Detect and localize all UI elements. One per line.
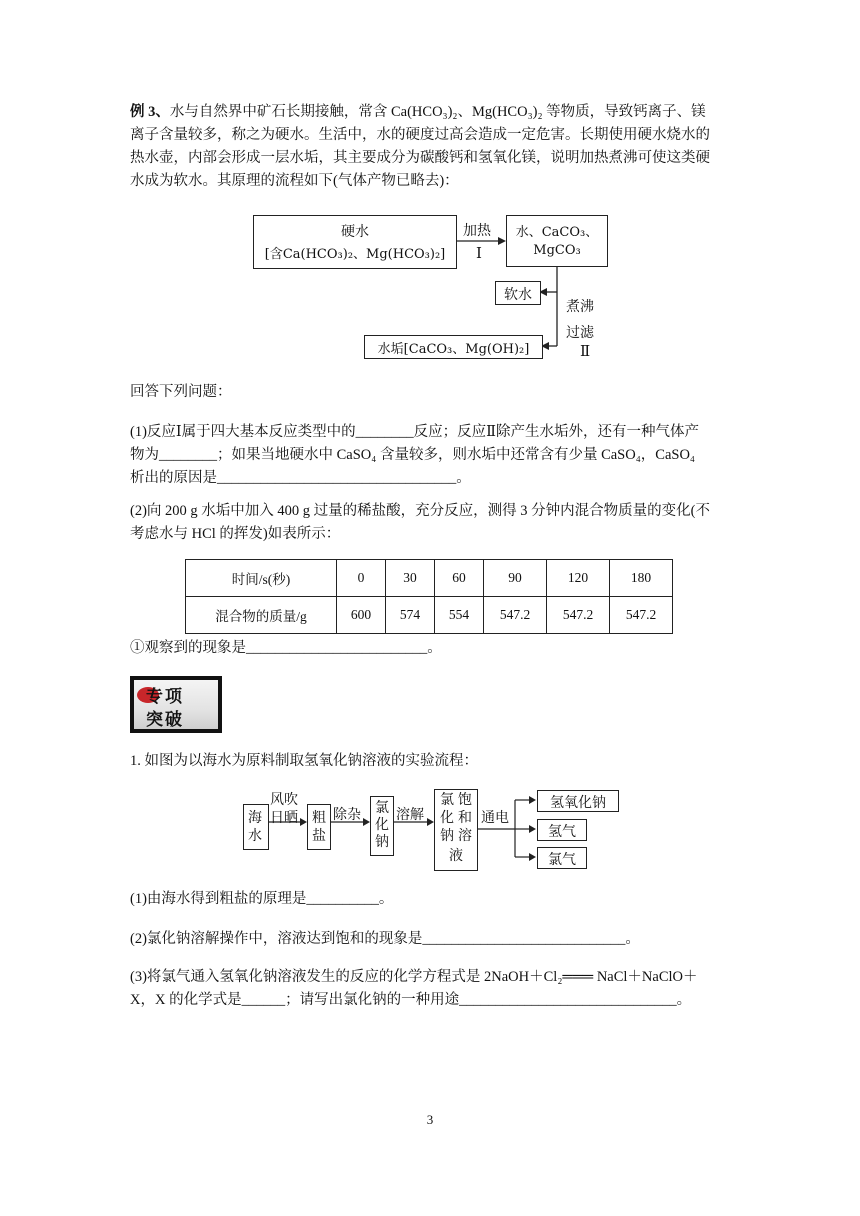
table-cell: 60 [435,560,484,597]
mixture-box [506,215,608,267]
saturated-char: 氯 [440,792,454,808]
table-row [186,560,673,597]
seawater-char: 水 [248,828,262,844]
soft-water-label: 软水 [504,287,532,303]
problem1-question1: (1)由海水得到粗盐的原理是__________。 [130,891,394,907]
soft-water-box [495,281,541,305]
problem1-question2: (2)氯化钠溶解操作中，溶液达到饱和的现象是____________________________。 [130,931,640,947]
example3-line2: 离子含量较多，称之为硬水。生活中，水的硬度过高会造成一定危害。长期使用硬水烧水的 [130,127,710,143]
table-cell: 0 [337,560,386,597]
nacl-char: 化 [375,817,389,833]
mixture-line1: 水、CaCO₃、 [515,225,599,240]
question2 [130,500,730,546]
saturated-char: 钠 [440,828,454,844]
problem1-question3-line1: (3)将氯气通入氢氧化钠溶液发生的反应的化学方程式是 2NaOH＋Cl₂═══ NaCl＋NaClO＋ [130,969,698,985]
question1-line3: 析出的原因是_________________________________。 [130,470,471,486]
mass-table [185,559,673,634]
question2-sub1: ①观察到的现象是_________________________。 [130,640,442,656]
saturated-solution-box [434,789,478,871]
mixture-line2: MgCO₃ [533,243,581,258]
step-two-label: Ⅱ [580,342,591,360]
scale-box [364,335,543,359]
table-cell: 600 [337,597,386,634]
answer-prompt: 回答下列问题： [130,384,232,400]
sodium-chloride-box [370,796,394,856]
page-number: 3 [426,1112,434,1127]
saturated-char: 化 [440,810,454,826]
table-cell: 574 [386,597,435,634]
question2-line1: (2)向 200 g 水垢中加入 400 g 过量的稀盐酸，充分反应，测得 3 分钟内混合物质量的变化(不 [130,503,710,519]
table-cell: 554 [435,597,484,634]
hard-water-box [253,215,457,269]
hydrogen-label: 氢气 [548,824,576,840]
scale-label: 水垢[CaCO₃、Mg(OH)₂] [377,342,530,357]
saturated-char: 液 [449,848,463,864]
example3-line4: 水成为软水。其原理的流程如下(气体产物已略去)： [130,173,459,189]
chlorine-label: 氯气 [548,852,576,868]
filter-label: 过滤 [566,325,594,341]
hard-water-title: 硬水 [341,224,369,240]
hard-water-formula: [含Ca(HCO₃)₂、Mg(HCO₃)₂] [264,247,446,262]
saturated-char: 饱 [458,792,472,808]
crude-salt-char: 粗 [312,810,326,826]
dissolve-label: 溶解 [396,807,424,823]
problem1-question3-line2: X，X 的化学式是______；请写出氯化钠的一种用途______________________________。 [130,992,692,1008]
table-header-mass: 混合物的质量/g [186,597,337,634]
crude-salt-char: 盐 [312,828,326,844]
table-cell: 120 [547,560,610,597]
saturated-char: 溶 [458,828,472,844]
table-cell: 547.2 [484,597,547,634]
table-cell: 30 [386,560,435,597]
special-topic-badge [130,676,222,733]
heat-label: 加热 [463,223,491,239]
nacl-char: 钠 [375,834,389,850]
boil-label: 煮沸 [566,299,594,315]
question1-line2: 物为________；如果当地硬水中 CaSO₄ 含量较多，则水垢中还常含有少量 CaSO₄，CaSO₄ [130,447,695,463]
nacl-char: 氯 [375,800,389,816]
table-row [186,597,673,634]
crude-salt-box [307,804,331,850]
step-one-label: Ⅰ [476,244,482,262]
wind-label: 风吹 [270,792,298,808]
example3-label: 例 3、 [130,104,170,120]
impurity-removal-label: 除杂 [333,807,361,823]
example3-text-1: 水与自然界中矿石长期接触，常含 Ca(HCO₃)₂、Mg(HCO₃)₂ 等物质，导致钙离子、镁 [169,104,706,120]
sodium-hydroxide-label: 氢氧化钠 [550,795,606,811]
badge-line1: 专项 [146,687,184,707]
chlorine-box [537,847,587,869]
problem1-question3 [130,966,730,1012]
sun-label: 日晒 [270,810,298,826]
saturated-char: 和 [458,810,472,826]
seawater-box [243,804,269,850]
sodium-hydroxide-box [537,790,619,812]
table-cell: 90 [484,560,547,597]
problem1-intro: 1. 如图为以海水为原料制取氢氧化钠溶液的实验流程： [130,753,478,769]
table-cell: 180 [610,560,673,597]
seawater-char: 海 [248,810,262,826]
hydrogen-box [537,819,587,841]
badge-line2: 突破 [146,710,184,730]
table-cell: 547.2 [610,597,673,634]
question2-line2: 考虑水与 HCl 的挥发)如表所示： [130,526,341,542]
electrolysis-label: 通电 [481,810,509,826]
example3-line3: 热水壶，内部会形成一层水垢，其主要成分为碳酸钙和氢氧化镁，说明加热煮沸可使这类硬 [130,150,710,166]
table-header-time: 时间/s(秒) [186,560,337,597]
question1 [130,421,730,490]
table-cell: 547.2 [547,597,610,634]
question1-line1: (1)反应Ⅰ属于四大基本反应类型中的________反应；反应Ⅱ除产生水垢外，还有一种气体产 [130,424,699,440]
